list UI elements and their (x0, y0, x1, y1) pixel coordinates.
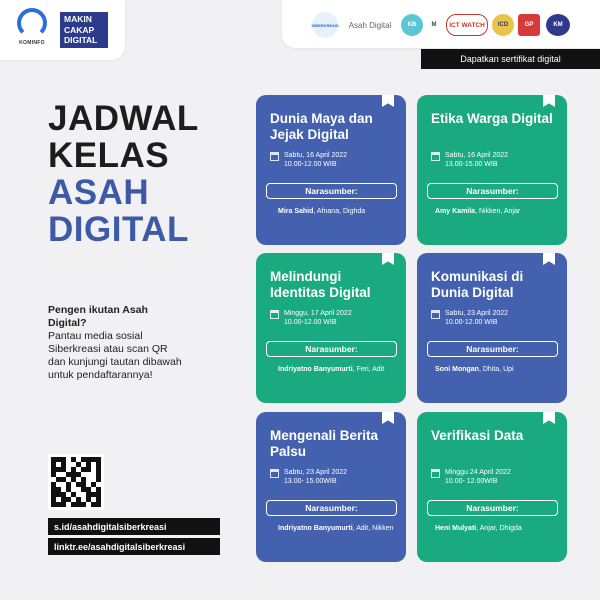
qr-module (96, 502, 101, 507)
page-title (48, 100, 199, 248)
class-card-5 (256, 412, 406, 562)
ict-watch-logo: ICT WATCH (446, 14, 488, 36)
speakers: Soni Mongan, Dhita, Upi (435, 366, 514, 373)
class-schedule: Sabtu, 23 April 2022 10.00-12.00 WIB (431, 309, 508, 327)
narasumber-label: Narasumber: (266, 500, 397, 516)
makin-cakap-digital-logo: MAKIN CAKAP DIGITAL (60, 12, 108, 48)
speakers: Indriyatno Banyumurti, Adit, Nikken (278, 525, 394, 532)
promo-body: Pantau media sosial Siberkreasi atau scan QR dan kunjungi tautan dibawah untuk pendaftarannya! (48, 330, 182, 381)
class-title: Etika Warga Digital (431, 111, 553, 126)
class-schedule: Sabtu, 23 April 2022 13.00- 15.00WIB (270, 468, 347, 486)
bookmark-icon (382, 95, 394, 107)
class-title: Melindungi Identitas Digital (270, 269, 371, 300)
siberkreasi-logo: SIBERKREASI (312, 12, 338, 38)
class-schedule: Minggu, 17 April 2022 10.00-12.00 WIB (270, 309, 352, 327)
class-title: Mengenali Berita Palsu (270, 428, 379, 459)
speakers: Indriyatno Banyumurti, Feri, Adit (278, 366, 385, 373)
speakers: Mira Sahid, Afnana, Dighda (278, 208, 366, 215)
qr-code[interactable] (48, 454, 104, 510)
bookmark-icon (382, 412, 394, 424)
kominfo-emblem-icon (17, 8, 47, 38)
asah-digital-logo: Asah Digital (348, 20, 392, 30)
narasumber-label: Narasumber: (427, 183, 558, 199)
registration-link-sid[interactable]: s.id/asahdigitalsiberkreasi (48, 518, 220, 535)
kominfo-text: KOMINFO (19, 40, 45, 46)
bookmark-icon (382, 253, 394, 265)
narasumber-label: Narasumber: (427, 500, 558, 516)
bookmark-icon (543, 95, 555, 107)
speakers: Heni Mulyati, Anjar, Dhigda (435, 525, 522, 532)
qr-code-pattern (51, 457, 101, 507)
class-title: Verifikasi Data (431, 428, 524, 443)
calendar-icon (270, 469, 279, 478)
partner-logo-gp: GP (518, 14, 540, 36)
calendar-icon (431, 469, 440, 478)
calendar-icon (431, 310, 440, 319)
class-card-3 (256, 253, 406, 403)
kominfo-logo (14, 8, 50, 50)
class-schedule: Sabtu, 16 April 2022 10.00-12.00 WIB (270, 151, 347, 169)
class-title: Komunikasi di Dunia Digital (431, 269, 524, 300)
class-card-1 (256, 95, 406, 245)
class-title: Dunia Maya dan Jejak Digital (270, 111, 373, 142)
title-line-1: JADWAL (48, 99, 199, 138)
speakers: Amy Kamila, Nikken, Anjar (435, 208, 521, 215)
class-card-6 (417, 412, 567, 562)
narasumber-label: Narasumber: (266, 183, 397, 199)
class-schedule: Sabtu, 16 April 2022 13.00-15.00 WIB (431, 151, 508, 169)
calendar-icon (270, 152, 279, 161)
bookmark-icon (543, 253, 555, 265)
bookmark-icon (543, 412, 555, 424)
header-left-panel (0, 0, 125, 60)
class-card-4 (417, 253, 567, 403)
partner-logo-km: KM (546, 14, 570, 36)
title-line-3: ASAH (48, 173, 150, 212)
promo-question: Pengen ikutan Asah Digital? (48, 304, 148, 329)
class-card-2 (417, 95, 567, 245)
title-line-2: KELAS (48, 136, 170, 175)
certificate-banner: Dapatkan sertifikat digital (421, 49, 600, 69)
narasumber-label: Narasumber: (266, 341, 397, 357)
narasumber-label: Narasumber: (427, 341, 558, 357)
title-line-4: DIGITAL (48, 210, 189, 249)
registration-link-linktree[interactable]: linktr.ee/asahdigitalsiberkreasi (48, 538, 220, 555)
partner-logo-kb: KB (401, 14, 423, 36)
calendar-icon (431, 152, 440, 161)
class-schedule: Minggu 24 April 2022 10.00- 12.00WIB (431, 468, 511, 486)
partner-logo-m: M (431, 22, 437, 28)
partner-logo-icd: ICD (492, 14, 514, 36)
promo-text (48, 304, 183, 382)
calendar-icon (270, 310, 279, 319)
